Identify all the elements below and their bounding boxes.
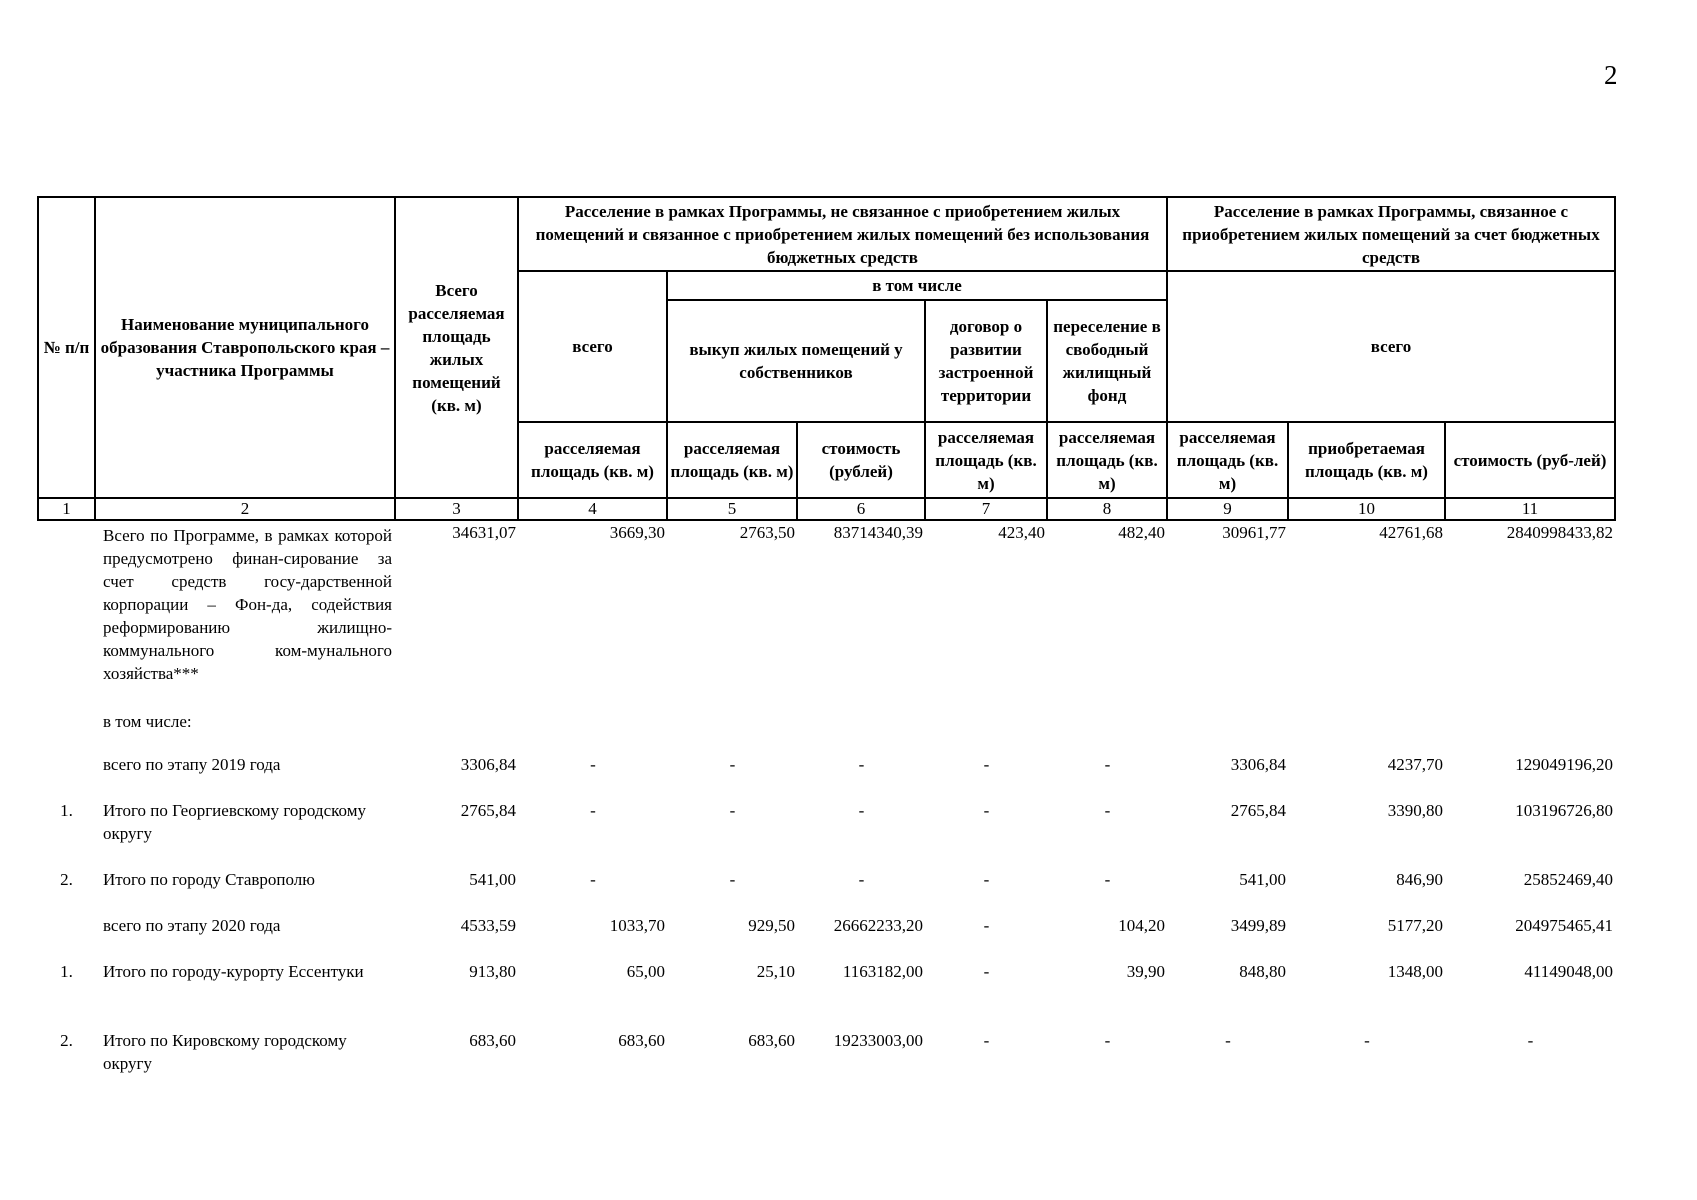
header-v-tom-chisle: в том числе xyxy=(667,271,1167,300)
cell: - xyxy=(983,916,990,935)
column-number: 4 xyxy=(518,498,667,520)
row-name: Итого по Георгиевскому городскому округу xyxy=(103,801,366,843)
subheader-area-4: расселяемая площадь (кв. м) xyxy=(518,422,667,498)
table-row xyxy=(38,799,1615,868)
cell: 1033,70 xyxy=(609,916,665,935)
row-name: всего по этапу 2020 года xyxy=(103,916,281,935)
row-name: Итого по Кировскому городскому округу xyxy=(103,1031,347,1073)
column-number: 9 xyxy=(1167,498,1288,520)
cell: - xyxy=(1104,755,1111,774)
cell: 83714340,39 xyxy=(833,523,923,542)
table-row xyxy=(38,960,1615,1029)
table-row xyxy=(38,753,1615,799)
cell: 1163182,00 xyxy=(842,962,923,981)
cell: 34631,07 xyxy=(452,523,516,542)
cell xyxy=(518,710,667,753)
column-number: 3 xyxy=(395,498,518,520)
cell: 5177,20 xyxy=(1387,916,1443,935)
cell: 41149048,00 xyxy=(1524,962,1613,981)
cell xyxy=(1047,710,1167,753)
cell: 30961,77 xyxy=(1222,523,1286,542)
cell: 103196726,80 xyxy=(1515,801,1613,820)
table-row xyxy=(38,868,1615,914)
row-index xyxy=(38,710,95,753)
subheader-area-5: расселяемая площадь (кв. м) xyxy=(667,422,797,498)
header-num: № п/п xyxy=(38,197,95,498)
row-index xyxy=(38,914,95,960)
cell: 3390,80 xyxy=(1387,801,1443,820)
cell: 19233003,00 xyxy=(833,1031,923,1050)
row-index: 1. xyxy=(60,962,73,981)
cell: 39,90 xyxy=(1126,962,1165,981)
cell: - xyxy=(983,1031,990,1050)
cell: - xyxy=(1104,801,1111,820)
cell: - xyxy=(983,962,990,981)
cell: 2763,50 xyxy=(739,523,795,542)
cell: - xyxy=(1364,1031,1370,1050)
header-vsego: всего xyxy=(518,271,667,422)
cell: - xyxy=(1527,1031,1534,1050)
cell: - xyxy=(590,870,596,889)
cell: - xyxy=(729,801,736,820)
column-number: 1 xyxy=(38,498,95,520)
cell: - xyxy=(1104,1031,1111,1050)
header-total-area: Всего расселяемая площадь жилых помещений (кв. м) xyxy=(395,197,518,498)
table-row xyxy=(38,914,1615,960)
cell: - xyxy=(983,755,990,774)
cell xyxy=(395,710,518,753)
cell: 3306,84 xyxy=(1230,755,1286,774)
cell: 3499,89 xyxy=(1230,916,1286,935)
row-index: 1. xyxy=(60,801,73,820)
row-index: 2. xyxy=(60,1031,73,1050)
header-pereselenie: переселение в свободный жилищный фонд xyxy=(1047,300,1167,422)
cell xyxy=(797,710,925,753)
cell: 2765,84 xyxy=(460,801,516,820)
row-index xyxy=(38,753,95,799)
column-number: 6 xyxy=(797,498,925,520)
cell: 541,00 xyxy=(1239,870,1286,889)
cell: 3306,84 xyxy=(460,755,516,774)
cell: - xyxy=(983,870,990,889)
cell: - xyxy=(729,755,736,774)
cell: 26662233,20 xyxy=(833,916,923,935)
header-vsego-budget: всего xyxy=(1167,271,1615,422)
row-name: Итого по городу-курорту Ессентуки xyxy=(103,962,364,981)
cell xyxy=(667,710,797,753)
column-number: 5 xyxy=(667,498,797,520)
cell: - xyxy=(1104,870,1111,889)
cell: 25852469,40 xyxy=(1523,870,1613,889)
cell: - xyxy=(590,801,596,820)
header-group-budget: Расселение в рамках Программы, связанное с приобретением жилых помещений за счет бюджетных средств xyxy=(1167,197,1615,271)
subheader-area-7: расселяемая площадь (кв. м) xyxy=(925,422,1047,498)
cell: 848,80 xyxy=(1239,962,1286,981)
header-name: Наименование муниципального образования Ставропольского края – участника Программы xyxy=(95,197,395,498)
cell: 3669,30 xyxy=(609,523,665,542)
page-number: 2 xyxy=(1604,60,1618,90)
cell: 846,90 xyxy=(1396,870,1443,889)
cell: 929,50 xyxy=(748,916,795,935)
row-index xyxy=(38,520,95,710)
cell: 25,10 xyxy=(756,962,795,981)
column-number: 8 xyxy=(1047,498,1167,520)
cell xyxy=(1445,710,1615,753)
table-row xyxy=(38,520,1615,710)
cell: 4533,59 xyxy=(460,916,516,935)
cell: - xyxy=(590,755,596,774)
cell: 129049196,20 xyxy=(1515,755,1613,774)
header-group-no-budget: Расселение в рамках Программы, не связанное с приобретением жилых помещений и связанное с приобретением жилых помещений без использования бюджетных средств xyxy=(518,197,1167,271)
table-row xyxy=(38,710,1615,753)
cell: 683,60 xyxy=(748,1031,795,1050)
column-number: 10 xyxy=(1288,498,1445,520)
cell: 42761,68 xyxy=(1379,523,1443,542)
cell: 913,80 xyxy=(469,962,516,981)
subheader-area-9: расселяемая площадь (кв. м) xyxy=(1167,422,1288,498)
cell: - xyxy=(1225,1031,1231,1050)
cell: - xyxy=(858,801,865,820)
cell: - xyxy=(983,801,990,820)
cell xyxy=(1288,710,1445,753)
cell: 2840998433,82 xyxy=(1506,523,1613,542)
subheader-area-8: расселяемая площадь (кв. м) xyxy=(1047,422,1167,498)
column-number: 7 xyxy=(925,498,1047,520)
cell xyxy=(925,710,1047,753)
header-dogovor: договор о развитии застроенной территории xyxy=(925,300,1047,422)
subheader-acquired-10: приобретаемая площадь (кв. м) xyxy=(1288,422,1445,498)
row-index: 2. xyxy=(60,870,73,889)
cell: 683,60 xyxy=(469,1031,516,1050)
cell: 4237,70 xyxy=(1387,755,1443,774)
cell: 683,60 xyxy=(618,1031,665,1050)
table-row xyxy=(38,1029,1615,1089)
cell: 541,00 xyxy=(469,870,516,889)
cell: 204975465,41 xyxy=(1515,916,1613,935)
cell: 65,00 xyxy=(626,962,665,981)
row-name: Всего по Программе, в рамках которой предусмотрено финан-сирование за счет средств госу-дарственной корпорации – Фон-да, содействия реформированию жилищно-коммунального ком-мунального хозяйства*** xyxy=(103,526,392,683)
cell: 423,40 xyxy=(998,523,1045,542)
header-vykup: выкуп жилых помещений у собственников xyxy=(667,300,925,422)
cell xyxy=(1167,710,1288,753)
cell: - xyxy=(858,870,865,889)
column-number: 2 xyxy=(95,498,395,520)
cell: 1348,00 xyxy=(1387,962,1443,981)
subheader-cost-6: стоимость (рублей) xyxy=(797,422,925,498)
row-name: всего по этапу 2019 года xyxy=(103,755,281,774)
cell: 104,20 xyxy=(1118,916,1165,935)
column-number: 11 xyxy=(1445,498,1615,520)
resettlement-table xyxy=(37,196,1616,1089)
cell: 2765,84 xyxy=(1230,801,1286,820)
subheader-cost-11: стоимость (руб-лей) xyxy=(1445,422,1615,498)
cell: 482,40 xyxy=(1118,523,1165,542)
row-name: в том числе: xyxy=(103,712,192,731)
row-name: Итого по городу Ставрополю xyxy=(103,870,315,889)
cell: - xyxy=(729,870,736,889)
cell: - xyxy=(858,755,865,774)
